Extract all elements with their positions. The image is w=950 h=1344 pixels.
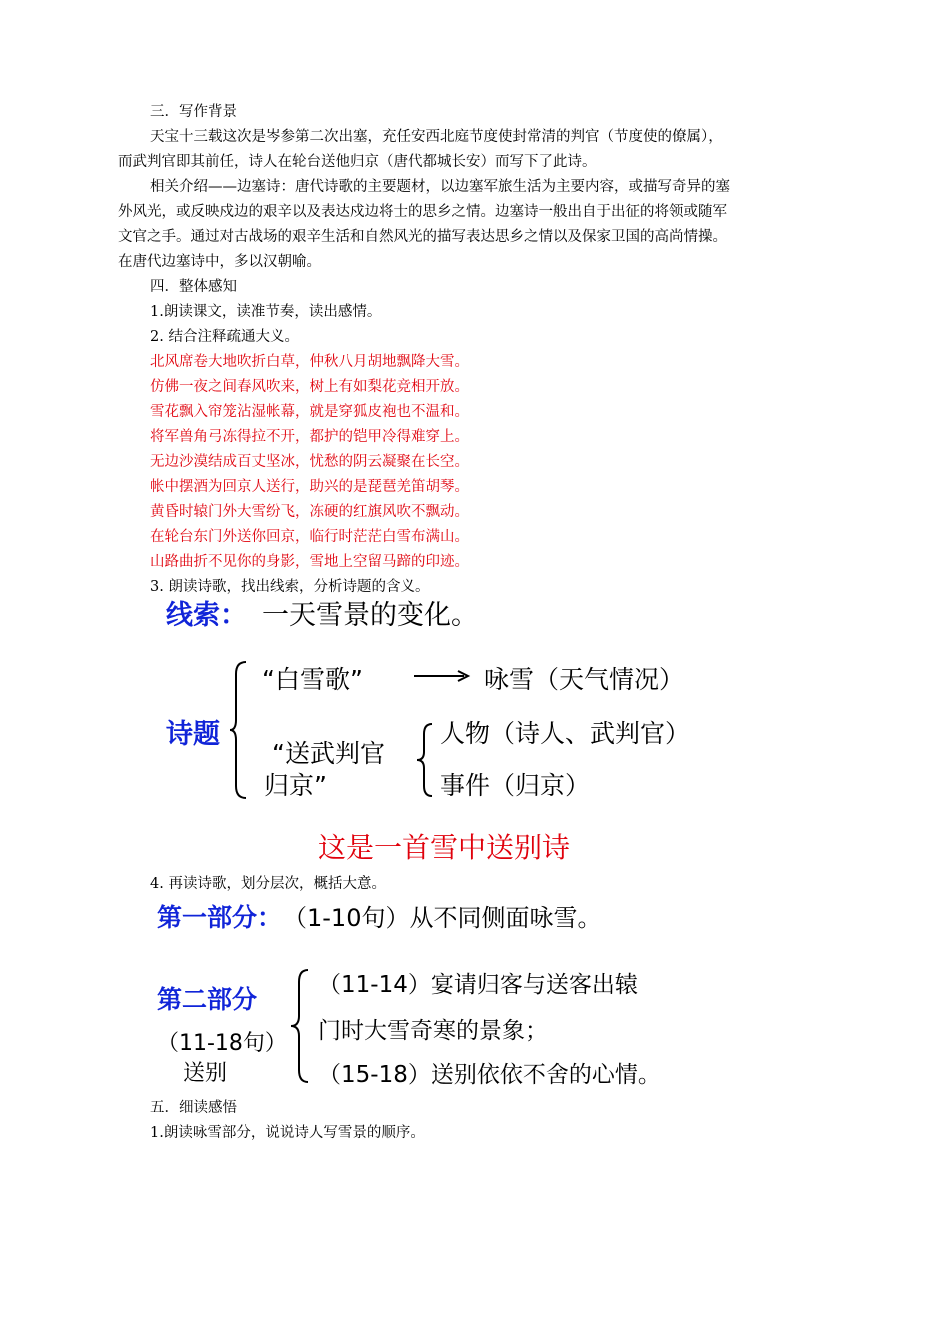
section4-item4: 4. 再读诗歌，划分层次，概括大意。 (150, 876, 386, 892)
title-part2-meaning1: 人物（诗人、武判官） (440, 719, 691, 748)
title-part2-brace (414, 722, 434, 798)
title-label: 诗题 (166, 719, 220, 750)
part1-text: （1-10句）从不同侧面咏雪。 (283, 904, 602, 932)
translation-line: 无边沙漠结成百丈坚冰，忧愁的阴云凝聚在长空。 (150, 454, 469, 470)
translation-line: 山路曲折不见你的身影，雪地上空留马蹄的印迹。 (150, 554, 469, 570)
title-brace (228, 660, 248, 800)
section3-p2-line4: 在唐代边塞诗中，多以汉朝喻。 (118, 254, 321, 270)
section5-heading: 五．细读感悟 (150, 1100, 237, 1116)
translation-line: 雪花飘入帘笼沾湿帐幕，就是穿狐皮袍也不温和。 (150, 404, 469, 420)
title-part1: “白雪歌” (262, 665, 363, 694)
part2-label: 第二部分 (157, 985, 258, 1014)
clue-text: 一天雪景的变化。 (262, 600, 478, 631)
section4-heading: 四．整体感知 (150, 279, 237, 295)
translation-line: 仿佛一夜之间春风吹来，树上有如梨花竞相开放。 (150, 379, 469, 395)
section3-p2-line1: 相关介绍——边塞诗：唐代诗歌的主要题材，以边塞军旅生活为主要内容，或描写奇异的塞 (150, 179, 730, 195)
conclusion: 这是一首雪中送别诗 (318, 831, 571, 864)
section4-item3: 3. 朗读诗歌，找出线索，分析诗题的含义。 (150, 579, 430, 595)
part2-line3: （15-18）送别依依不舍的心情。 (318, 1062, 661, 1088)
part2-line1: （11-14）宴请归客与送客出辕 (318, 972, 638, 998)
translation-line: 在轮台东门外送你回京，临行时茫茫白雪布满山。 (150, 529, 469, 545)
translation-line: 帐中摆酒为回京人送行，助兴的是琵琶羌笛胡琴。 (150, 479, 469, 495)
part2-sub: 送别 (183, 1061, 228, 1086)
section3-heading: 三．写作背景 (150, 104, 237, 120)
part2-line2: 门时大雪奇寒的景象； (318, 1018, 548, 1044)
section4-item2: 2. 结合注释疏通大义。 (150, 329, 299, 345)
title-part1-meaning: 咏雪（天气情况） (484, 665, 685, 694)
part2-brace (288, 968, 310, 1084)
translation-line: 黄昏时辕门外大雪纷飞，冻硬的红旗风吹不飘动。 (150, 504, 469, 520)
translation-line: 北风席卷大地吹折白草，仲秋八月胡地飘降大雪。 (150, 354, 469, 370)
title-part2-line1: “送武判官 (272, 739, 385, 768)
section3-p2-line3: 文官之手。通过对古战场的艰辛生活和自然风光的描写表达思乡之情以及保家卫国的高尚情操。 (118, 229, 727, 245)
part2-range: （11-18句） (157, 1031, 287, 1056)
section3-p1-line1: 天宝十三载这次是岑参第二次出塞，充任安西北庭节度使封常清的判官（节度使的僚属）， (150, 129, 723, 145)
section5-item1: 1.朗读咏雪部分，说说诗人写雪景的顺序。 (150, 1125, 425, 1141)
arrow-icon (412, 668, 472, 684)
translation-line: 将军兽角弓冻得拉不开，都护的铠甲冷得难穿上。 (150, 429, 469, 445)
section4-item1: 1.朗读课文，读准节奏，读出感情。 (150, 304, 382, 320)
section3-p1-line2: 而武判官即其前任，诗人在轮台送他归京（唐代都城长安）而写下了此诗。 (118, 154, 597, 170)
clue-label: 线索： (166, 600, 247, 631)
title-part2-line2: 归京” (264, 771, 327, 800)
title-part2-meaning2: 事件（归京） (440, 771, 591, 800)
part1-label: 第一部分： (157, 903, 283, 932)
section3-p2-line2: 外风光，或反映戍边的艰辛以及表达戍边将士的思乡之情。边塞诗一般出自于出征的将领或随军 (118, 204, 727, 220)
